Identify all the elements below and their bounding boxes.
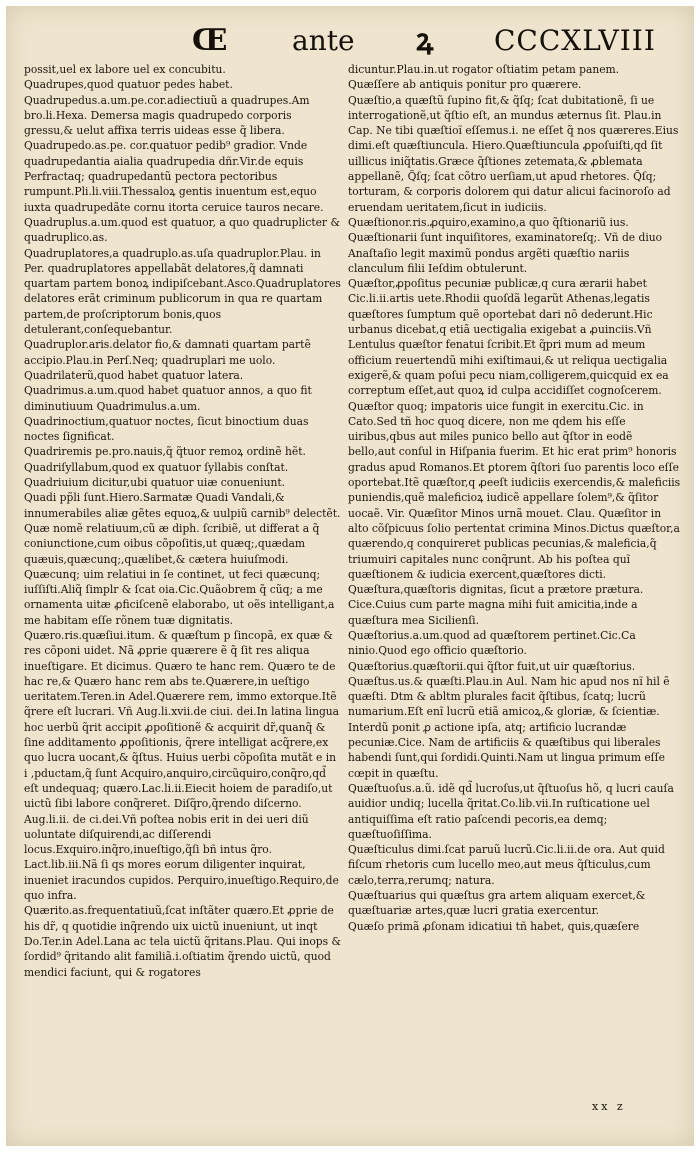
dictionary-entry: Quadriuium dicitur,ubi quatuor uiæ conueniunt. [24,476,286,490]
dictionary-entry: Quadrinoctium,quatuor noctes, ſicut binoctium duas noctes ſignificat. [24,414,309,444]
dictionary-entry: Quadrimus.a.um.quod habet quatuor annos, a quo fit diminutiuum Quadrimulus.a.um. [24,384,312,413]
dictionary-entry: Quæro.ris.quæſiui.itum. & quæſtum p ſincopã, ex quæ & res cõponi uidet. Nã ꝓprie quærere ẽ q̃ ſit res aliqua inueſtigare. Et dicimus. Quæro te hanc rem. Quæro te de hac re,& Quæro hanc rem abs te.Quærere,in ueſtigo ueritatem.Teren.in Adel.Quærere rem, immo extorque.Itẽ q̃rere eſt lucrari. Vñ Aug.li.xvii.de ciui. dei.In latina lingua hoc uerbũ q̃rit accipit ꝓpoſitionẽ & acquirit dr̃,quanq̃ & ſine additamento ꝓpoſitionis, q̃rere intelligat acq̃rere,ex quo lucra uocant,& q̃ſtus. Huius uerbi cõpoſita mutãt e in i ,pductam,q̃ ſunt Acquiro,anquiro,circũquiro,conq̃ro,qd̃ eſt undequaq; quæro.Lac.li.ii.Eiecit hoiem de paradiſo,ut uictũ ſibi labore conq̃reret. Diſq̃ro,q̃rendo diſcerno. Aug.li.ii. de ci.dei.Vñ poſtea nobis erit in dei ueri diũ uoluntate diſquirendi,ac diſſerendi locus.Exquiro.inq̃ro,inueſtigo,q̃ſi bñ intus q̃ro. Lact.lib.iii.Nã ſi qs mores eorum diligenter inquirat, inueniet iracundos cupidos. Perquiro,inueſtigo.Requiro,de quo infra. [24,628,340,903]
running-head-mark-right: ꝝ [416,23,434,58]
dictionary-entry: Quæſtuoſus.a.ũ. idẽ qd̃ lucroſus,ut q̃ſtuoſus hõ, q lucri cauſa auidior undiq; lucella q̃ritat.Co.lib.vii.In ruſticatione uel antiquiſſima eſt ratio paſcendi pecoris,ea demq; quæſtuoſiſſima. [348,781,674,841]
dictionary-entry: Quæſſere ab antiquis ponitur pro quærere. [348,78,582,92]
dictionary-entry: Quæ nomẽ relatiuum,cũ æ diph. ſcribiẽ, ut differat a q̃ coniunctione,cum oibus cõpoſitis,ut quæq;,quædam quæuis,quæcunq;,quælibet,& cætera huiuſmodi. [24,521,320,566]
dictionary-entry: Quæſtus.us.& quæſti.Plau.in Aul. Nam hic apud nos nĩ hil ẽ quæſti. Dtm & abltm plurales facit q̃ſtibus, ſcatq; lucrũ numarium.Eſt enĩ lucrũ etiã amicoꝝ,& gloriæ, & ſcientiæ. Interdũ ponit ꝓ actione ipſa, atq; artificio lucrandæ pecuniæ.Cice. Nam de artificiis & quæſtibus qui liberales habendi ſunt,qui ſordidi.Quinti.Nam ut lingua primum eſſe cœpit in quæſtu. [348,674,670,780]
dictionary-entry: Quæſtionor.ris.ꝓquiro,examino,a quo q̃ſtionariũ ius. [348,215,629,229]
page-scan [6,6,694,1146]
dictionary-entry: Quæſtorius.quæſtorii.qui q̃ſtor fuit,ut uir quæſtorius. [348,659,636,673]
dictionary-entry: Quæcunq; uim relatiui in ſe continet, ut feci quæcunq; iuſſiſti.Aliq̃ ſimplr & ſcat oia.Cic.Quãobrem q̃ cũq; a me ornamenta uitæ ꝓficiſcenẽ elaborabo, ut oẽs intelligant,a me habitam eſſe rõnem tuæ dignitatis. [24,567,335,627]
folio-number: CCCXLVIII [494,24,656,57]
dictionary-entry: Quæſtura,quæſtoris dignitas, ſicut a prætore prætura. Cice.Cuius cum parte magna mihi fuit amicitia,inde a quæſtura mea Sicilienſi. [348,583,644,627]
dictionary-entry: Quadriremis pe.pro.nauis,q̃ q̃tuor remoꝝ ordinẽ hẽt. [24,445,306,459]
dictionary-entry: Quæſtor,ꝓpoſitus pecuniæ publicæ,q cura ærarii habet Cic.li.ii.artis uete.Rhodii quoſdã legarũt Athenas,legatis quæſtores ſumptum quẽ oportebat dari nõ dederunt.Hic urbanus dicebat,q etiã uectigalia exigebat a ꝓuinciis.Vñ Lentulus quæſtor fenatui ſcribit.Et q̃pri mum ad meum officium reuertendũ mihi exiſtimaui,& ut reliqua uectigalia exigerẽ,& quam poſui pecu niam,colligerem,quicquid ex ea correptum eſſet,aut quoꝝ id culpa accidiſſet cognoſcerem. [348,277,669,398]
signature-mark: xx z [592,1100,626,1113]
dictionary-entry: Quæſtio,a quæſtũ ſupino fit,& q̃ſq; ſcat dubitationẽ, ſi ue interrogationẽ,ut q̃ſtio eſt, an mundus æternus ſit. Plau.in Cap. Ne tibi quæſtioĩ eſſemus.i. ne eſſet q̃ nos quæreres.Eius dimi.eſt quæſtiuncula. Hiero.Quæſtiuncula ꝓpoſuiſti,qd ſit uillicus iniq̃tatis.Græce q̃ſtiones zetemata,& ꝓblemata appellanẽ, Q̃ſq; ſcat cõtro uerſiam,ut apud rhetores. Q̃ſq; torturam, & corporis dolorem qui datur alicui facinoroſo ad eruendam ueritatem,ſicut in iudiciis. [348,93,679,214]
dictionary-entry: Quæſticulus dimi.ſcat paruũ lucrũ.Cic.li.ii.de ora. Aut quid fiſcum rhetoris cum lucello meo,aut meus q̃ſticulus,cum cælo,terra,rerumq; natura. [348,843,665,887]
dictionary-entry: Quæſo primã ꝓſonam idicatiui tñ habet, quis,quæſere [348,919,640,933]
running-head-mark-left: Œ [192,23,228,58]
dictionary-entry: Quæſtuarius qui quæſtus gra artem aliquam exercet,& quæſtuariæ artes,quæ lucri gratia exercentur. [348,889,646,918]
dictionary-entry: Quadruplatores,a quadruplo.as.uſa quadruplor.Plau. in Per. quadruplatores appellabãt delatores,q̃ damnati quartam partem bonoꝝ indipiſcebant.Asco.Quadruplatores delatores erãt criminum publicorum in qua re quartam partem,de proſcriptorum bonis,quos detulerant,conſequebantur. [24,246,341,337]
dictionary-entry: Quadriſyllabum,quod ex quatuor ſyllabis conſtat. [24,460,289,474]
dictionary-entry: possit,uel ex labore uel ex concubitu. [24,63,226,76]
dictionary-entry: Quadrupes,quod quatuor pedes habet. [24,78,233,92]
dictionary-entry: Quadrilaterũ,quod habet quatuor latera. [24,368,244,382]
dictionary-entry: Quæſtor quoq; impatoris uice fungit in exercitu.Cic. in Cato.Sed tñ hoc quoq dicere, non me qdem his eſſe uiribus,qbus aut miles punico bello aut q̃ſtor in eodẽ bello,aut conſul in Hiſpania fuerim. Et hic erat prim⁹ honoris gradus apud Romanos.Et ꝑtorem q̃ſtori ſuo parentis loco eſſe oportebat.Itẽ quæſtor,q ꝓeeſt iudiciis exercendis,& maleficiis puniendis,quẽ maleficioꝝ iudicẽ appellare ſolem⁹,& q̃ſitor uocaẽ. Vir. Quæſitor Minos urnã mouet. Clau. Quæſitor in alto cõſpicuus ſolio pertentat crimina Minos.Dictus quæſtor,a quærendo,q conquireret publicas pecunias,& maleficia,q̃ triumuiri capitales nunc conq̃runt. Ab his poſtea quĩ quæſtionem & iudicia exercent,quæſtores dicti. [348,399,681,581]
left-column [24,62,342,1056]
right-column [348,62,682,1056]
dictionary-entry: Quæſtorius.a.um.quod ad quæſtorem pertinet.Cic.Ca ninio.Quod ego officio quæſtorio. [348,628,636,658]
dictionary-entry: Quadrupedo.as.pe. cor.quatuor pedib⁹ gradior. Vnde quadrupedantia aialia quadrupedia dñr.Vir.de equis Perfractaq; quadrupedantũ pectora pectoribus rumpunt.Pli.li.viii.Thessaloꝝ gentis inuentum est,equo iuxta quadrupedãte cornu itorta ceruice tauros necare. [24,139,324,214]
dictionary-entry: Quadruplus.a.um.quod est quatuor, a quo quadruplicter & quadruplico.as. [24,215,340,245]
dictionary-entry: Quærito.as.frequentatiuũ,ſcat inſtãter quæro.Et ꝓprie de his dr̃, q quotidie inq̃rendo uix uictũ inueniunt, ut inqt Do.Ter.in Adel.Lana ac tela uictũ q̃ritans.Plau. Qui inops & ſordid⁹ q̃ritando alit familiã.i.oſtiatim q̃rendo uictũ, quod mendici faciunt, qui & rogatores [24,904,342,979]
dictionary-entry: Quæſtionarii ſunt inquiſitores, examinatoreſq;. Vñ de diuo Anaſtaſio legit maximũ pondus argẽti quæſtio nariis clanculum filii Ieſdim obtulerunt. [348,231,663,275]
dictionary-entry: Quadi pp̃li ſunt.Hiero.Sarmatæ Quadi Vandali,& innumerabiles aliæ gẽtes equoꝝ,& uulpiũ carnib⁹ delectẽt. [24,491,341,520]
running-head-word: ante [292,24,355,57]
dictionary-entry: Quadruplor.aris.delator fio,& damnati quartam partẽ accipio.Plau.in Perſ.Neq; quadruplari me uolo. [24,338,311,367]
dictionary-entry: dicuntur.Plau.in.ut rogator oſtiatim petam panem. [348,63,620,76]
dictionary-entry: Quadrupedus.a.um.pe.cor.adiectiuũ a quadrupes.Am bro.li.Hexa. Demersa magis quadrupedo corporis gressu,& uelut affixa terris uideas esse q̃ libera. [24,93,310,138]
